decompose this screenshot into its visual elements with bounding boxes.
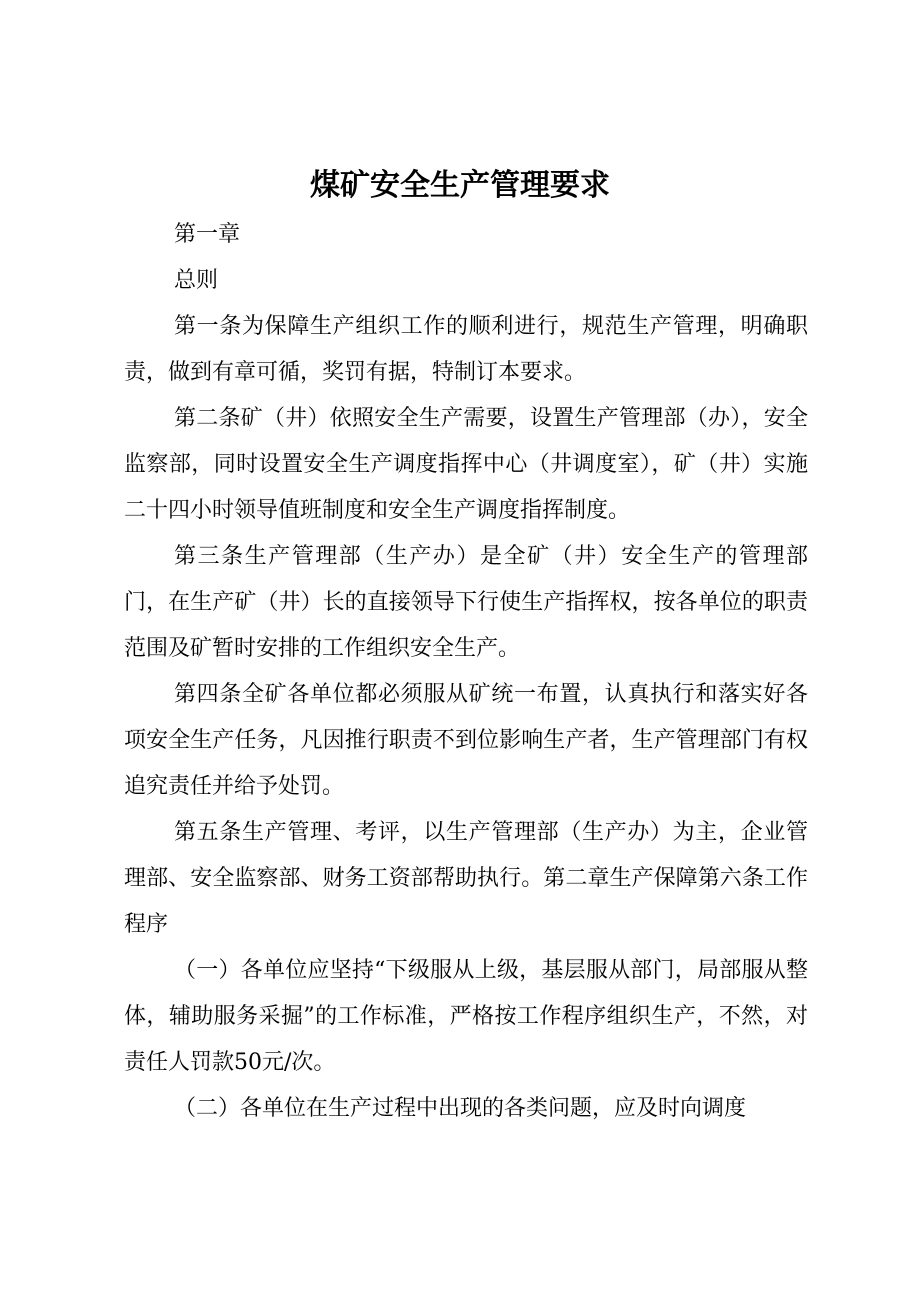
article-2-paragraph: 第二条矿（井）依照安全生产需要，设置生产管理部（办），安全监察部，同时设置安全生产调度指挥中心（井调度室），矿（井）实施二十四小时领导值班制度和安全生产调度指挥制度。: [124, 406, 808, 523]
article-1-paragraph: 第一条为保障生产组织工作的顺利进行，规范生产管理，明确职责，做到有章可循，奖罚有据，特制订本要求。: [124, 314, 808, 385]
article-4-paragraph: 第四条全矿各单位都必须服从矿统一布置，认真执行和落实好各项安全生产任务，凡因推行职责不到位影响生产者，生产管理部门有权追究责任并给予处罚。: [124, 682, 808, 799]
document-body: [124, 212, 808, 1132]
chapter-heading: 第一章: [174, 222, 241, 247]
clause-2-paragraph: （二）各单位在生产过程中出现的各类问题，应及时向调度: [174, 1096, 747, 1121]
article-5-paragraph: 第五条生产管理、考评，以生产管理部（生产办）为主，企业管理部、安全监察部、财务工资部帮助执行。第二章生产保障第六条工作程序: [124, 820, 808, 937]
article-3-paragraph: 第三条生产管理部（生产办）是全矿（井）安全生产的管理部门，在生产矿（井）长的直接领导下行使生产指挥权，按各单位的职责范围及矿暂时安排的工作组织安全生产。: [124, 544, 808, 661]
document-title: 煤矿安全生产管理要求: [310, 168, 610, 203]
clause-1-paragraph: （一）各单位应坚持“下级服从上级，基层服从部门，局部服从整体，辅助服务采掘”的工作标准，严格按工作程序组织生产，不然，对责任人罚款50元/次。: [124, 958, 808, 1075]
section-heading: 总则: [174, 268, 219, 293]
